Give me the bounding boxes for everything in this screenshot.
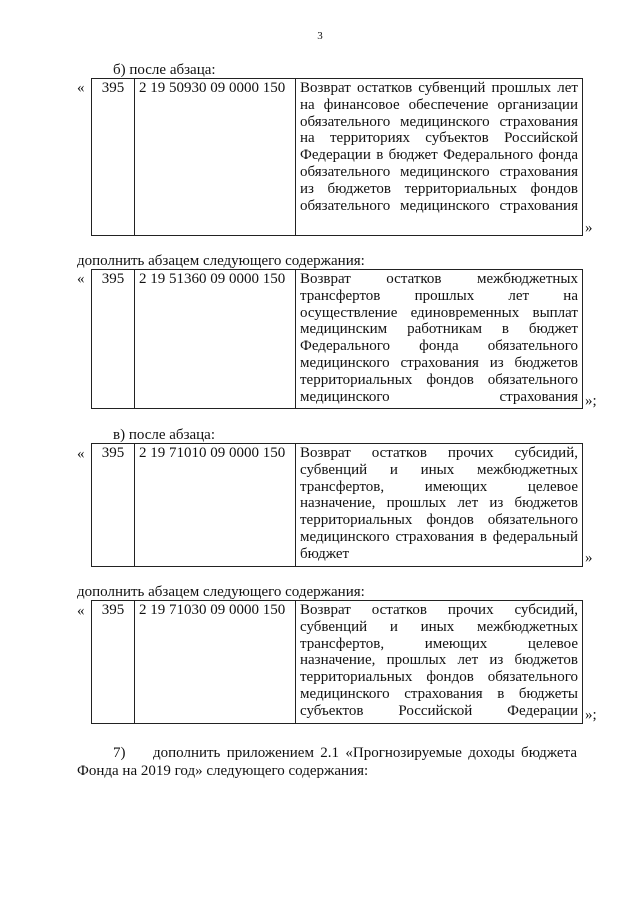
table-row <box>92 270 583 409</box>
close-quote: » <box>585 550 593 566</box>
amendment-table <box>91 269 583 409</box>
table-row <box>92 444 583 567</box>
section-intro: в) после абзаца: <box>113 427 216 443</box>
amendment-table <box>91 78 583 236</box>
amendment-table <box>91 600 583 724</box>
section-intro: дополнить абзацем следующего содержания: <box>77 584 365 600</box>
open-quote: « <box>77 603 85 619</box>
description-cell <box>296 444 583 567</box>
description-cell <box>296 270 583 409</box>
close-quote: »; <box>585 707 597 723</box>
kbk-cell: 2 19 71030 09 0000 150 <box>135 601 296 724</box>
description-cell <box>296 601 583 724</box>
kbk-cell: 2 19 51360 09 0000 150 <box>135 270 296 409</box>
description-text: Возврат остатков прочих субсидий, субвенций и иных межбюджетных трансфертов, имеющих целевое назначение, прошлых лет из бюджетов территориальных фондов обязательного медицинского страхования в бюджеты субъектов Российской Федерации <box>300 602 578 719</box>
amendment-table <box>91 443 583 567</box>
kbk-cell: 2 19 71010 09 0000 150 <box>135 444 296 567</box>
description-text: Возврат остатков межбюджетных трансфертов прошлых лет на осуществление единовременных выплат медицинским работникам в бюджет Федерального фонда обязательного медицинского страхования из бюджетов территориальных фондов обязательного медицинского страхования <box>300 271 578 405</box>
page-number: 3 <box>317 30 323 42</box>
kbk-cell: 2 19 50930 09 0000 150 <box>135 79 296 236</box>
paragraph-7 <box>77 744 577 780</box>
table-row <box>92 601 583 724</box>
code-cell: 395 <box>92 79 135 236</box>
description-text: Возврат остатков субвенций прошлых лет на финансовое обеспечение организации обязательного медицинского страхования на территориях субъектов Российской Федерации в бюджет Федерального фонда обязательного медицинского страхования из бюджетов территориальных фондов обязательного медицинского страхования <box>300 80 578 214</box>
open-quote: « <box>77 80 85 96</box>
section-intro: дополнить абзацем следующего содержания: <box>77 253 365 269</box>
description-cell <box>296 79 583 236</box>
code-cell: 395 <box>92 601 135 724</box>
paragraph-text: дополнить приложением 2.1 «Прогнозируемые доходы бюджета Фонда на 2019 год» следующего содержания: <box>77 745 577 779</box>
code-cell: 395 <box>92 270 135 409</box>
open-quote: « <box>77 271 85 287</box>
paragraph-number: 7) <box>113 745 126 761</box>
close-quote: »; <box>585 393 597 409</box>
open-quote: « <box>77 446 85 462</box>
description-text: Возврат остатков прочих субсидий, субвенций и иных межбюджетных трансфертов, имеющих целевое назначение, прошлых лет из бюджетов территориальных фондов обязательного медицинского страхования в федеральный бюджет <box>300 445 578 562</box>
code-cell: 395 <box>92 444 135 567</box>
table-row <box>92 79 583 236</box>
section-intro: б) после абзаца: <box>113 62 216 78</box>
close-quote: » <box>585 220 593 236</box>
